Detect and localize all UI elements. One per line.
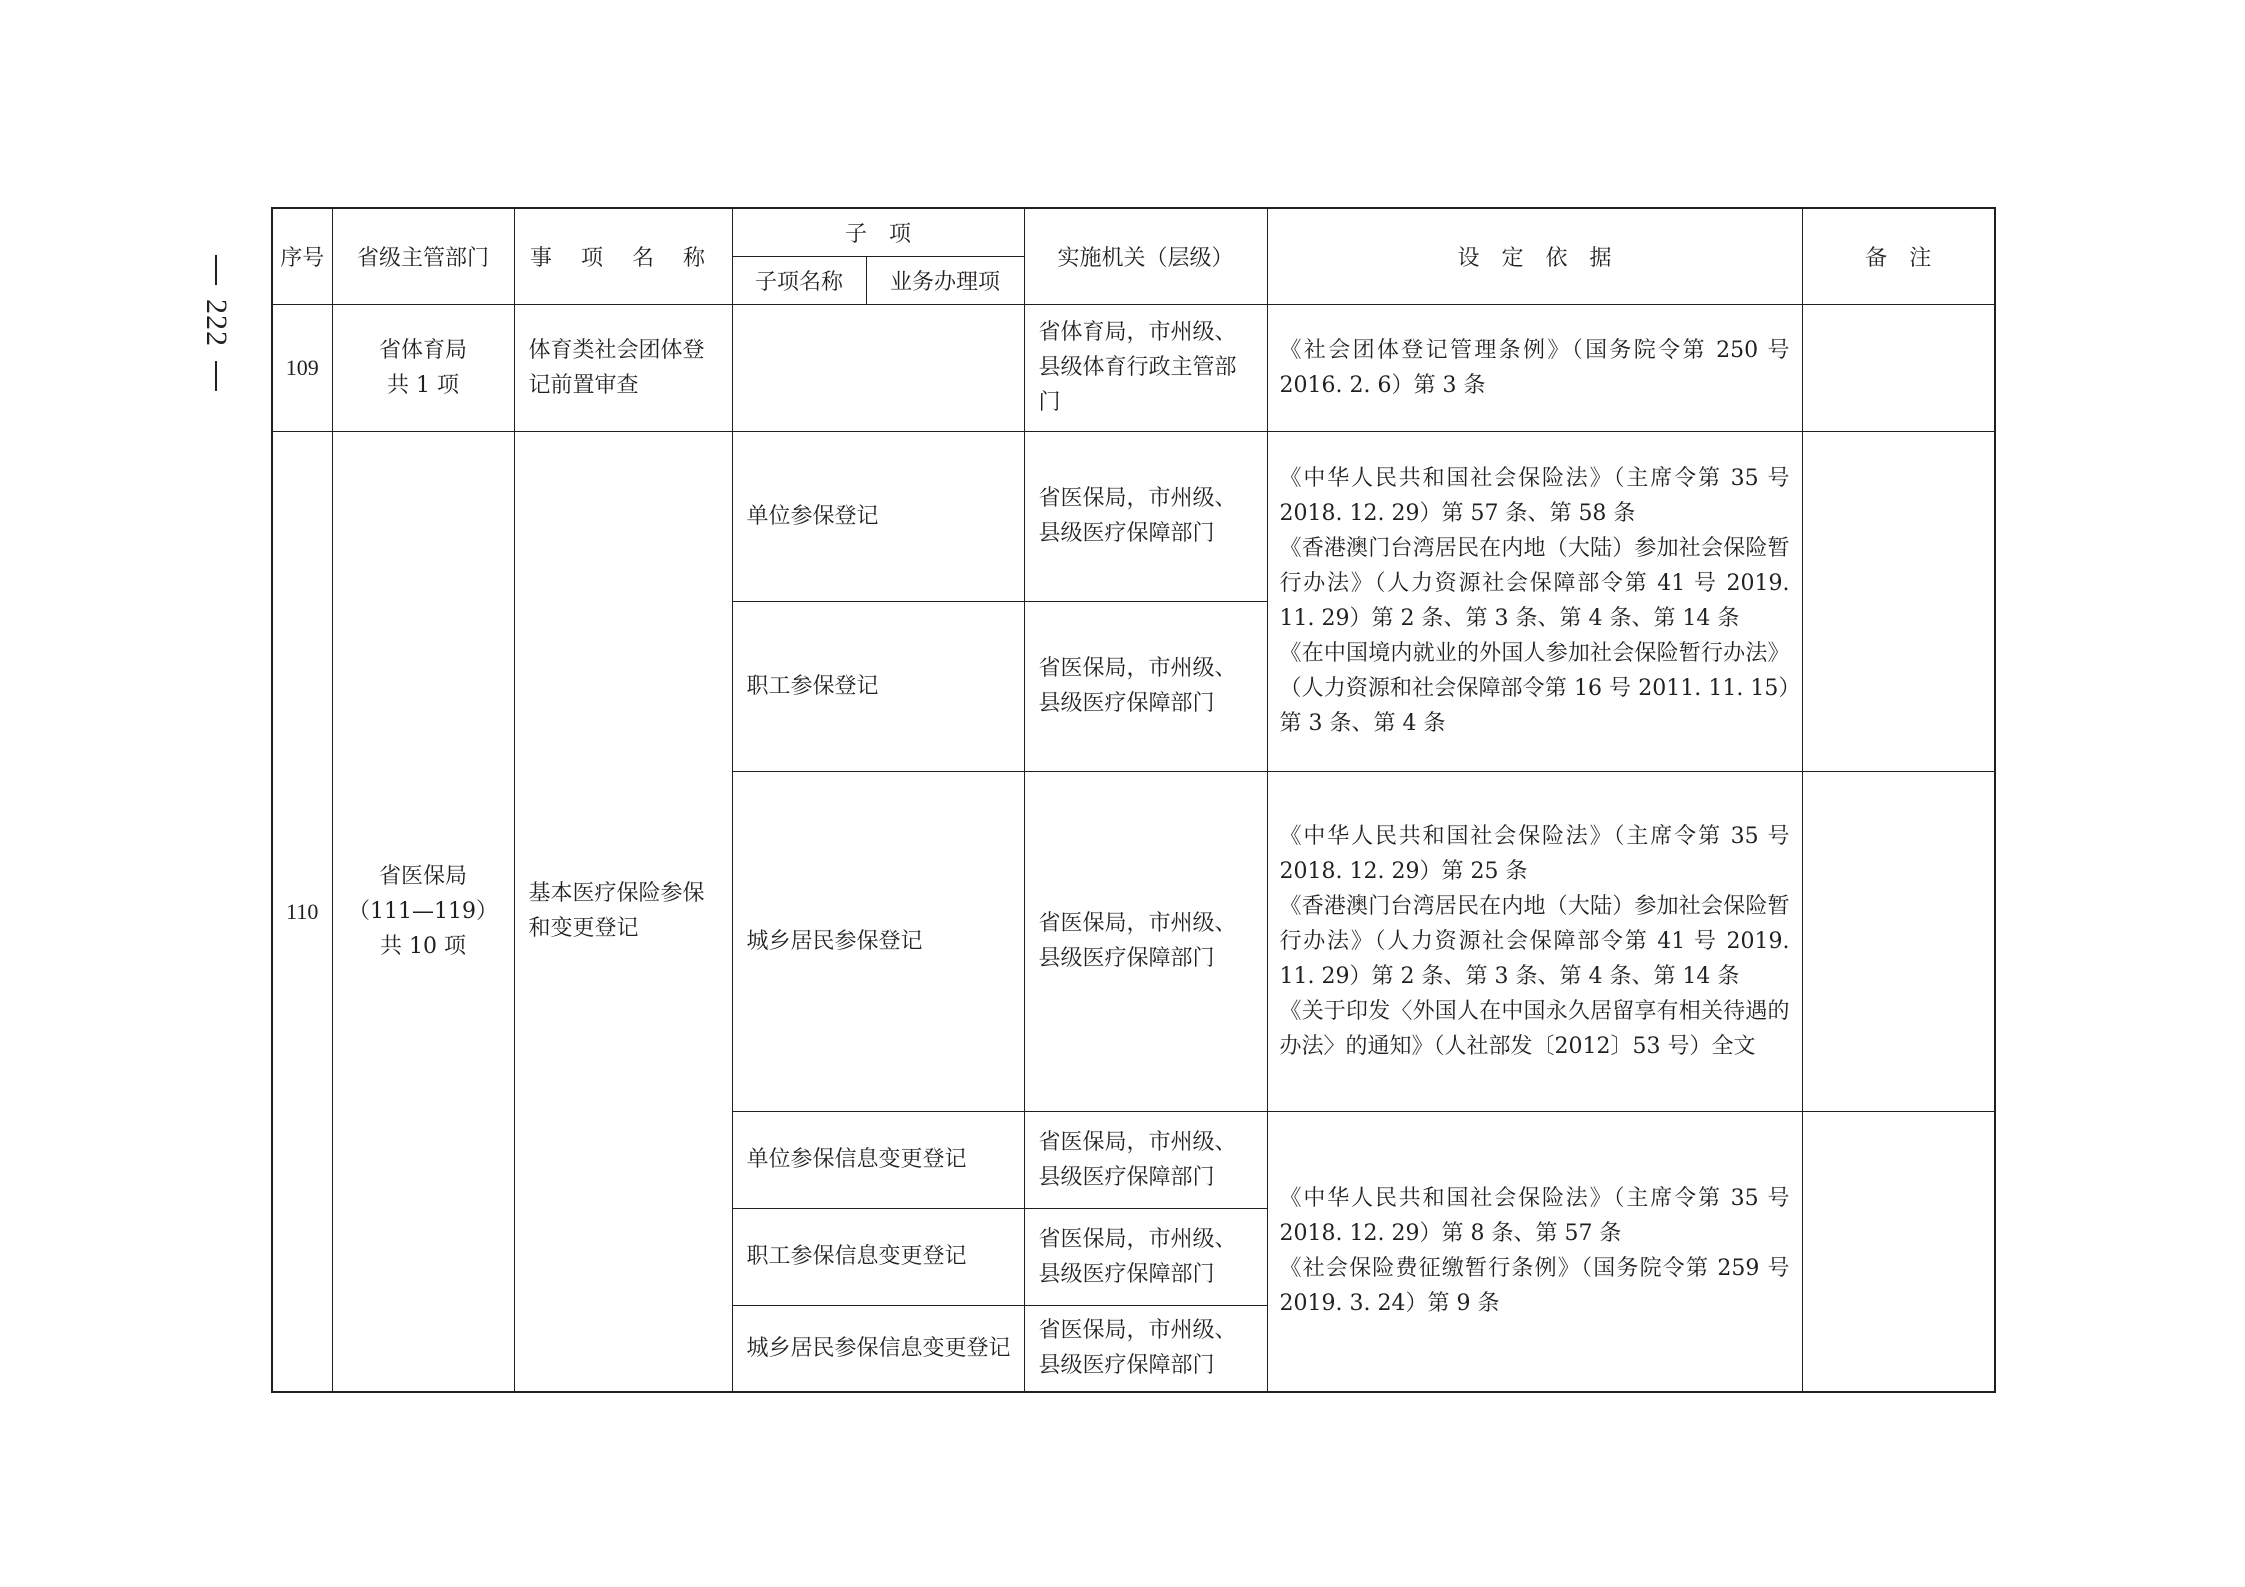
basis-b-2: 《香港澳门台湾居民在内地（大陆）参加社会保险暂行办法》（人力资源社会保障部令第 41 号 2019. 11. 29）第 2 条、第 3 条、第 4 条、第 14 条	[1279, 893, 1790, 989]
basis-b-1: 《中华人民共和国社会保险法》（主席令第 35 号 2018. 12. 29）第 25 条	[1279, 823, 1790, 884]
header-sub-business: 业务办理项	[866, 256, 1024, 304]
row-110-item: 基本医疗保险参保和变更登记	[514, 431, 732, 1392]
row-110-dept	[332, 431, 514, 1392]
row-109-agency: 省体育局，市州级、县级体育行政主管部门	[1024, 304, 1267, 431]
page-number	[196, 255, 236, 420]
row-109-sub-empty	[732, 304, 1024, 431]
row-110-sub-1-name: 单位参保登记	[732, 431, 1024, 601]
row-110-sub-4-name: 单位参保信息变更登记	[732, 1111, 1024, 1208]
row-110-dept-line2: （111—119）	[348, 898, 498, 924]
row-110-remark-a	[1802, 431, 1995, 771]
row-109-dept	[332, 304, 514, 431]
row-109-item: 体育类社会团体登记前置审查	[514, 304, 732, 431]
row-110-sub-4-agency: 省医保局，市州级、县级医疗保障部门	[1024, 1111, 1267, 1208]
page-number-dash-top	[215, 255, 217, 285]
row-110-sub-5-name: 职工参保信息变更登记	[732, 1208, 1024, 1305]
row-110-basis-b	[1267, 771, 1802, 1111]
row-109-basis: 《社会团体登记管理条例》（国务院令第 250 号 2016. 2. 6）第 3 条	[1267, 304, 1802, 431]
row-109-seq: 109	[272, 304, 332, 431]
row-110-seq: 110	[272, 431, 332, 1392]
row-110-sub-6-agency: 省医保局，市州级、县级医疗保障部门	[1024, 1305, 1267, 1392]
row-109-remark	[1802, 304, 1995, 431]
row-110-sub-2-agency: 省医保局，市州级、县级医疗保障部门	[1024, 601, 1267, 771]
table-row-110-sub-1	[272, 431, 1995, 601]
basis-a-2: 《香港澳门台湾居民在内地（大陆）参加社会保险暂行办法》（人力资源社会保障部令第 41 号 2019. 11. 29）第 2 条、第 3 条、第 4 条、第 14 条	[1279, 536, 1790, 631]
basis-c-2: 《社会保险费征缴暂行条例》（国务院令第 259 号 2019. 3. 24）第 9 条	[1279, 1256, 1790, 1317]
header-dept: 省级主管部门	[332, 208, 514, 304]
row-110-basis-c	[1267, 1111, 1802, 1392]
row-110-sub-6-name: 城乡居民参保信息变更登记	[732, 1305, 1024, 1392]
basis-a-3: 《在中国境内就业的外国人参加社会保险暂行办法》（人力资源和社会保障部令第 16 号 2011. 11. 15）第 3 条、第 4 条	[1279, 641, 1790, 736]
header-agency: 实施机关（层级）	[1024, 208, 1267, 304]
header-remark: 备 注	[1802, 208, 1995, 304]
row-110-remark-c	[1802, 1111, 1995, 1392]
row-109-dept-line2: 共 1 项	[387, 372, 459, 398]
basis-c-1: 《中华人民共和国社会保险法》（主席令第 35 号 2018. 12. 29）第 8 条、第 57 条	[1279, 1186, 1790, 1247]
row-110-sub-5-agency: 省医保局，市州级、县级医疗保障部门	[1024, 1208, 1267, 1305]
row-110-sub-3-name: 城乡居民参保登记	[732, 771, 1024, 1111]
row-110-basis-a	[1267, 431, 1802, 771]
row-110-remark-b	[1802, 771, 1995, 1111]
header-sub-name: 子项名称	[732, 256, 866, 304]
basis-b-3: 《关于印发〈外国人在中国永久居留享有相关待遇的办法〉的通知》（人社部发〔2012〕53 号）全文	[1279, 998, 1790, 1059]
items-table	[271, 207, 1996, 1393]
row-110-sub-1-agency: 省医保局，市州级、县级医疗保障部门	[1024, 431, 1267, 601]
page-number-dash-bottom	[215, 361, 217, 391]
row-110-dept-line3: 共 10 项	[380, 933, 466, 959]
page-number-text: 222	[200, 299, 233, 347]
basis-a-1: 《中华人民共和国社会保险法》（主席令第 35 号 2018. 12. 29）第 57 条、第 58 条	[1279, 466, 1790, 526]
row-110-sub-3-agency: 省医保局，市州级、县级医疗保障部门	[1024, 771, 1267, 1111]
header-sub-item: 子 项	[732, 208, 1024, 256]
row-110-dept-line1: 省医保局	[378, 863, 467, 889]
header-seq: 序号	[272, 208, 332, 304]
row-109-dept-line1: 省体育局	[378, 337, 467, 363]
table-row-109	[272, 304, 1995, 431]
header-item-name: 事 项 名 称	[514, 208, 732, 304]
header-basis: 设 定 依 据	[1267, 208, 1802, 304]
row-110-sub-2-name: 职工参保登记	[732, 601, 1024, 771]
